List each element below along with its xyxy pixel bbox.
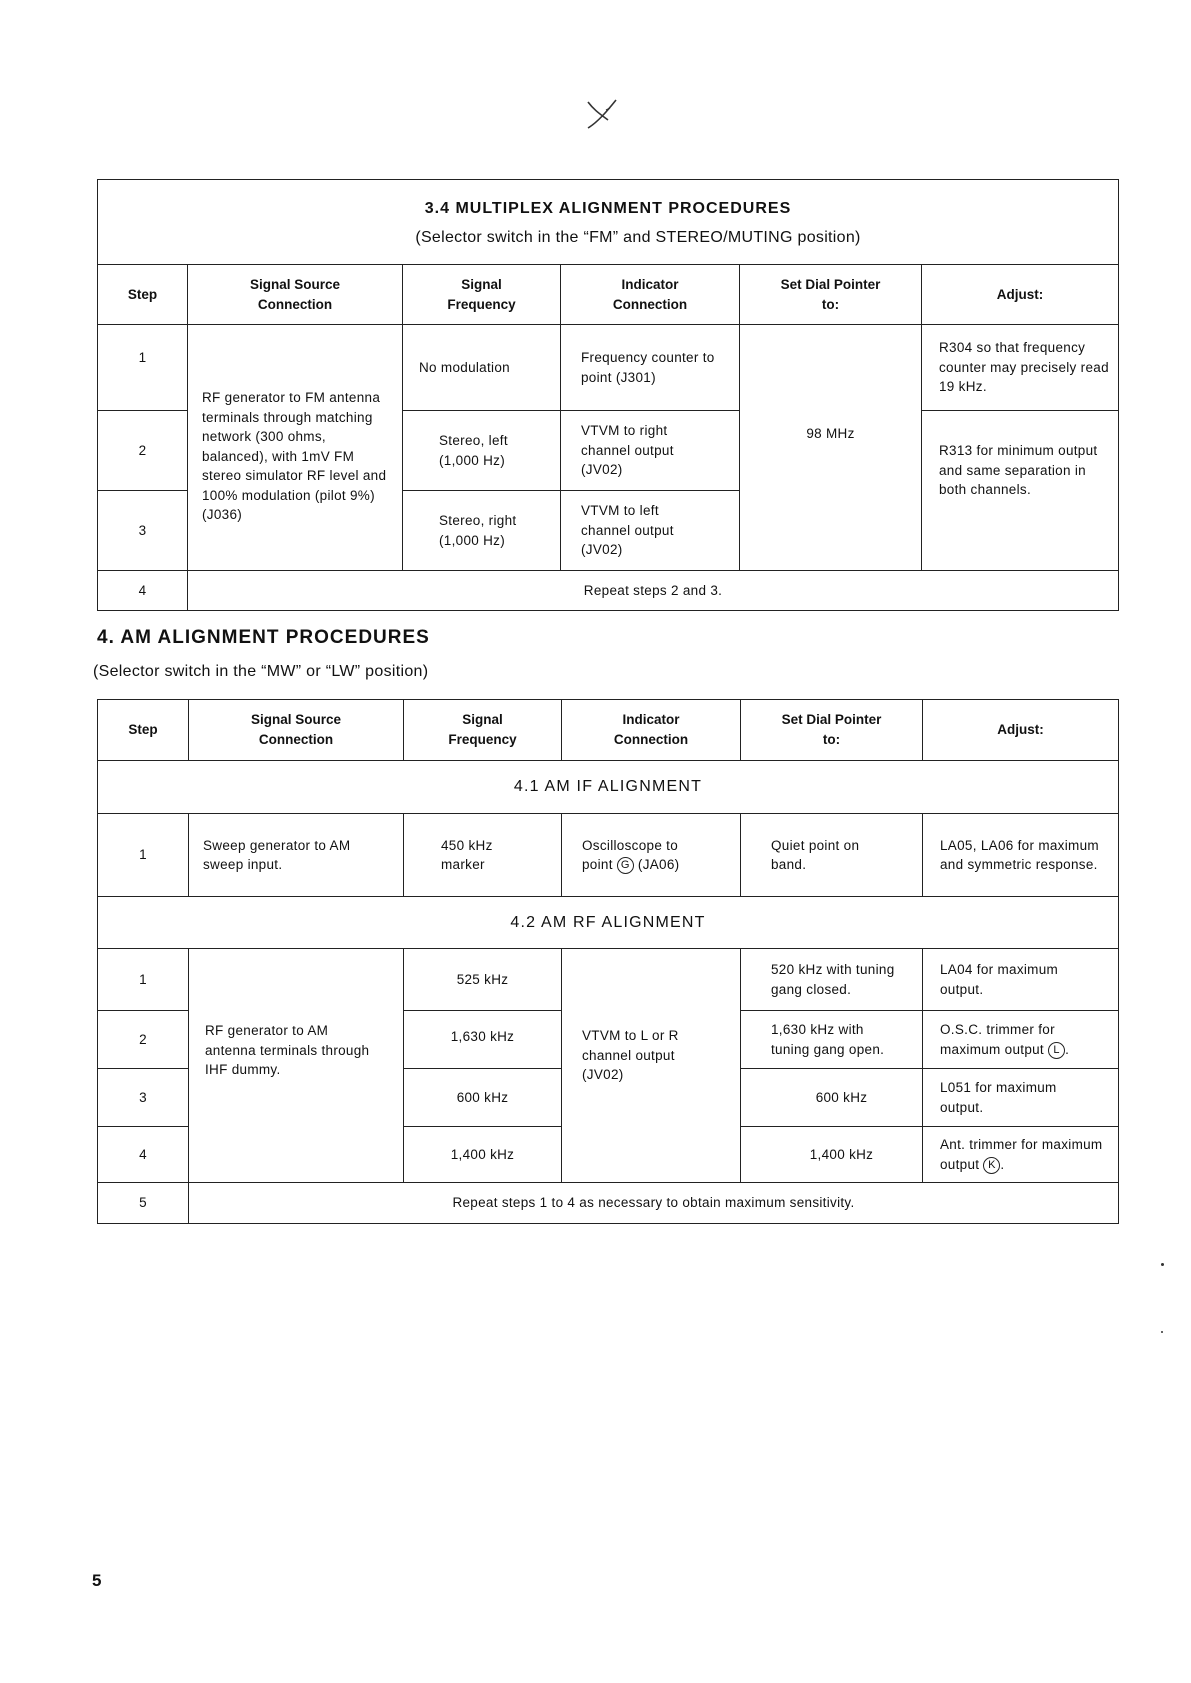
step-cell: 3 <box>98 1069 189 1127</box>
header-adjust: Adjust: <box>923 700 1119 761</box>
step-cell: 2 <box>98 1011 189 1069</box>
table-row <box>98 571 1119 611</box>
frequency-cell: 525 kHz <box>404 949 562 1011</box>
page-number: 5 <box>92 1571 102 1590</box>
indicator-cell: VTVM to right channel output (JV02) <box>561 411 740 491</box>
adjust-cell: Ant. trimmer for maximum output K . <box>923 1127 1119 1183</box>
note-cell: Repeat steps 2 and 3. <box>188 571 1119 611</box>
indicator-cell: VTVM to L or R channel output (JV02) <box>562 949 741 1183</box>
header-set-dial: Set Dial Pointer to: <box>740 265 922 325</box>
step-cell: 1 <box>98 949 189 1011</box>
header-signal-source: Signal Source Connection <box>188 265 403 325</box>
set-dial-cell: 1,630 kHz with tuning gang open. <box>741 1011 923 1069</box>
set-dial-cell: 1,400 kHz <box>741 1127 923 1183</box>
adjust-cell: O.S.C. trimmer for maximum output L . <box>923 1011 1119 1069</box>
section-row <box>98 897 1119 949</box>
multiplex-title-cell <box>98 180 1119 265</box>
section-row <box>98 761 1119 814</box>
source-connection-cell: Sweep generator to AM sweep input. <box>189 814 404 897</box>
header-indicator: Indicator Connection <box>561 265 740 325</box>
adjust-cell: LA05, LA06 for maximum and symmetric response. <box>923 814 1119 897</box>
am-alignment-table <box>97 699 1119 1224</box>
adjust-cell: L051 for maximum output. <box>923 1069 1119 1127</box>
note-cell: Repeat steps 1 to 4 as necessary to obtain maximum sensitivity. <box>189 1183 1119 1224</box>
table-row <box>98 814 1119 897</box>
table-row <box>98 325 1119 411</box>
multiplex-title: 3.4 MULTIPLEX ALIGNMENT PROCEDURES <box>424 200 792 217</box>
adjust-cell: LA04 for maximum output. <box>923 949 1119 1011</box>
am-subheading: (Selector switch in the “MW” or “LW” position) <box>93 663 429 680</box>
header-step: Step <box>98 700 189 761</box>
frequency-cell: Stereo, left (1,000 Hz) <box>403 411 561 491</box>
scan-dot <box>1161 1331 1163 1333</box>
set-dial-cell: 600 kHz <box>741 1069 923 1127</box>
am-heading: 4. AM ALIGNMENT PROCEDURES <box>97 627 430 648</box>
step-cell: 4 <box>98 1127 189 1183</box>
header-set-dial: Set Dial Pointer to: <box>741 700 923 761</box>
header-signal-frequency: Signal Frequency <box>403 265 561 325</box>
header-indicator: Indicator Connection <box>562 700 741 761</box>
point-g-marker: G <box>617 857 634 874</box>
multiplex-header-row <box>98 265 1119 325</box>
output-k-marker: K <box>983 1157 1000 1174</box>
set-dial-cell: 520 kHz with tuning gang closed. <box>741 949 923 1011</box>
set-dial-cell: 98 MHz <box>740 325 922 571</box>
source-connection-cell: RF generator to AM antenna terminals through IHF dummy. <box>189 949 404 1183</box>
indicator-cell: Frequency counter to point (J301) <box>561 325 740 411</box>
step-cell: 5 <box>98 1183 189 1224</box>
frequency-cell: Stereo, right (1,000 Hz) <box>403 491 561 571</box>
frequency-cell: 1,400 kHz <box>404 1127 562 1183</box>
header-signal-frequency: Signal Frequency <box>404 700 562 761</box>
source-connection-cell: RF generator to FM antenna terminals through matching network (300 ohms, balanced), with 1mV FM stereo simulator RF level and 100% modulation (pilot 9%) (J036) <box>188 325 403 571</box>
frequency-cell: 1,630 kHz <box>404 1011 562 1069</box>
indicator-cell: Oscilloscope to point G (JA06) <box>562 814 741 897</box>
frequency-cell: No modulation <box>403 325 561 411</box>
step-cell: 4 <box>98 571 188 611</box>
step-cell: 1 <box>98 325 188 411</box>
am-header-row <box>98 700 1119 761</box>
adjust-cell: R304 so that frequency counter may precisely read 19 kHz. <box>922 325 1119 411</box>
frequency-cell: 450 kHz marker <box>404 814 562 897</box>
am-if-section-title: 4.1 AM IF ALIGNMENT <box>98 761 1119 814</box>
handwritten-x-mark-icon <box>584 96 624 136</box>
multiplex-subtitle: (Selector switch in the “FM” and STEREO/MUTING position) <box>415 228 861 246</box>
step-cell: 1 <box>98 814 189 897</box>
am-rf-section-title: 4.2 AM RF ALIGNMENT <box>98 897 1119 949</box>
output-l-marker: L <box>1048 1042 1065 1059</box>
step-cell: 3 <box>98 491 188 571</box>
scan-dot <box>1161 1263 1164 1266</box>
header-adjust: Adjust: <box>922 265 1119 325</box>
frequency-cell: 600 kHz <box>404 1069 562 1127</box>
table-row <box>98 949 1119 1011</box>
table-row <box>98 1183 1119 1224</box>
indicator-cell: VTVM to left channel output (JV02) <box>561 491 740 571</box>
adjust-cell: R313 for minimum output and same separation in both channels. <box>922 411 1119 571</box>
step-cell: 2 <box>98 411 188 491</box>
multiplex-table <box>97 179 1119 611</box>
set-dial-cell: Quiet point on band. <box>741 814 923 897</box>
header-signal-source: Signal Source Connection <box>189 700 404 761</box>
header-step: Step <box>98 265 188 325</box>
